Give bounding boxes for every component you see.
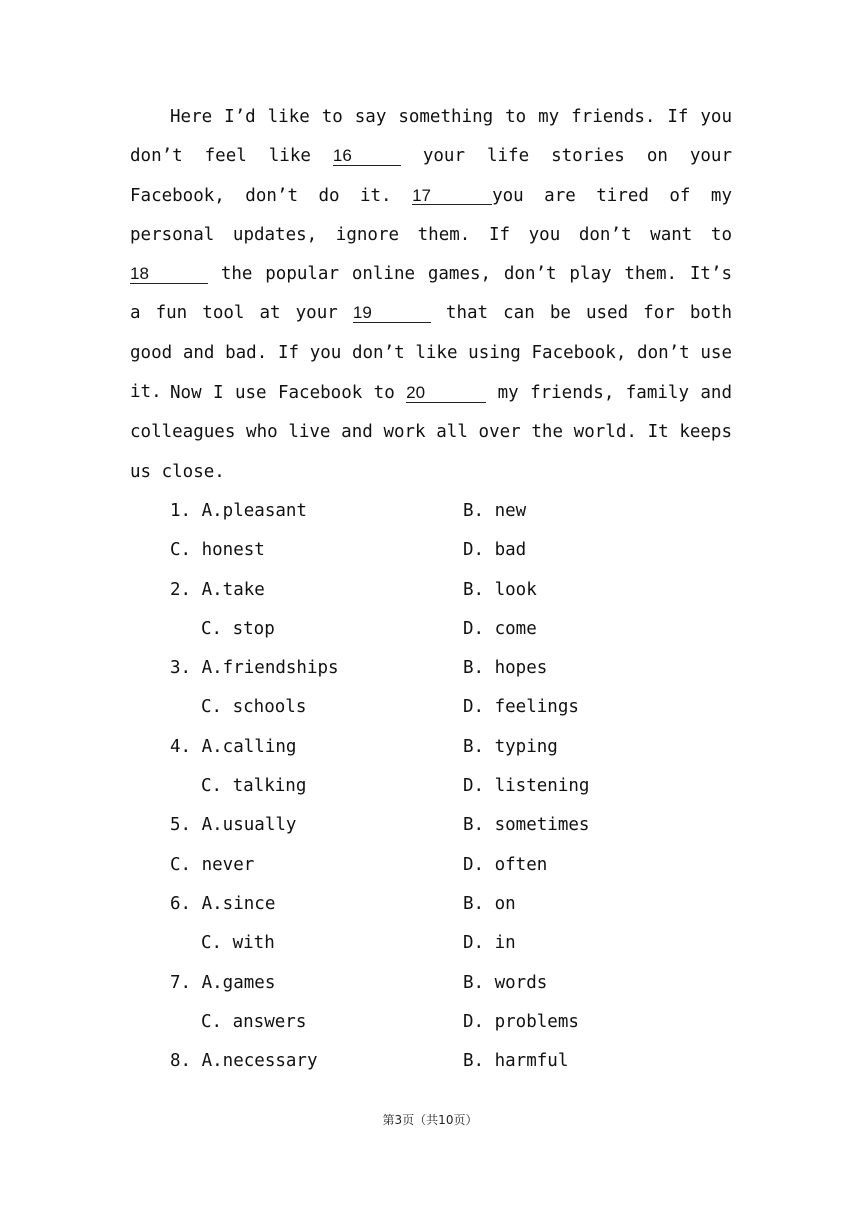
option-b: B. words <box>463 972 548 993</box>
option-a: 8. A.necessary <box>170 1051 318 1072</box>
option-a: 7. A.games <box>170 972 276 993</box>
blank-17: 17 <box>412 187 492 206</box>
option-c: C. stop <box>201 618 275 639</box>
option-row <box>0 1042 860 1081</box>
option-row <box>0 492 860 531</box>
option-row <box>0 1003 860 1042</box>
passage-text: your life stories on your Facebook, don’t do it. <box>130 146 733 206</box>
page-footer: 第3页（共10页） <box>382 1113 478 1127</box>
blank-18: 18 <box>130 265 208 284</box>
option-b: B. typing <box>463 736 558 757</box>
option-a: 1. A.pleasant <box>170 501 307 521</box>
option-a: 5. A.usually <box>170 815 297 836</box>
option-d: D. in <box>463 933 516 954</box>
option-b: B. look <box>463 579 537 600</box>
option-c: C. answers <box>201 1011 307 1032</box>
passage-text: Now I use Facebook to <box>170 383 407 403</box>
option-d: D. bad <box>463 540 527 561</box>
blank-20: 20 <box>406 384 486 403</box>
passage-text: Here I’d like to say something to my friends. If you don’t feel like <box>130 107 732 167</box>
option-row <box>0 610 860 649</box>
option-c: C. never <box>170 854 255 875</box>
option-a: 4. A.calling <box>170 736 297 757</box>
option-d: D. feelings <box>463 697 579 718</box>
passage-text: that can be used for both good and bad. If you don’t like using Facebook, don’t use it. <box>130 303 732 403</box>
option-c: C. schools <box>201 697 307 718</box>
option-d: D. listening <box>463 776 590 797</box>
passage-text: you are tired of my personal updates, ignore them. If you don’t want to <box>130 185 733 245</box>
option-b: B. new <box>463 501 527 521</box>
blank-16: 16 <box>333 147 401 166</box>
option-d: D. often <box>463 854 548 875</box>
option-row <box>0 767 860 806</box>
option-b: B. on <box>463 893 516 914</box>
option-row <box>0 688 860 727</box>
passage-text: my friends, family and colleagues who live and work all over the world. It keeps us close. <box>130 383 732 482</box>
option-row <box>0 885 860 924</box>
option-d: D. come <box>463 618 537 639</box>
option-row <box>0 531 860 570</box>
option-row <box>0 728 860 767</box>
option-a: 2. A.take <box>170 579 265 600</box>
passage-text: the popular online games, don’t play them. It’s a fun tool at your <box>130 264 732 324</box>
option-row <box>0 846 860 885</box>
option-b: B. hopes <box>463 658 548 679</box>
option-row <box>0 649 860 688</box>
passage-paragraph-1 <box>130 98 732 412</box>
option-d: D. problems <box>463 1011 579 1032</box>
option-b: B. harmful <box>463 1051 569 1072</box>
option-row <box>0 924 860 963</box>
option-b: B. sometimes <box>463 815 590 836</box>
option-c: C. talking <box>201 776 307 797</box>
option-c: C. with <box>201 933 275 954</box>
option-a: 6. A.since <box>170 893 276 914</box>
option-row <box>0 806 860 845</box>
option-a: 3. A.friendships <box>170 658 339 679</box>
option-c: C. honest <box>170 540 265 561</box>
options-list <box>0 492 860 1081</box>
passage-paragraph-2 <box>130 374 732 492</box>
option-row <box>0 964 860 1003</box>
blank-19: 19 <box>353 304 431 323</box>
option-row <box>0 571 860 610</box>
